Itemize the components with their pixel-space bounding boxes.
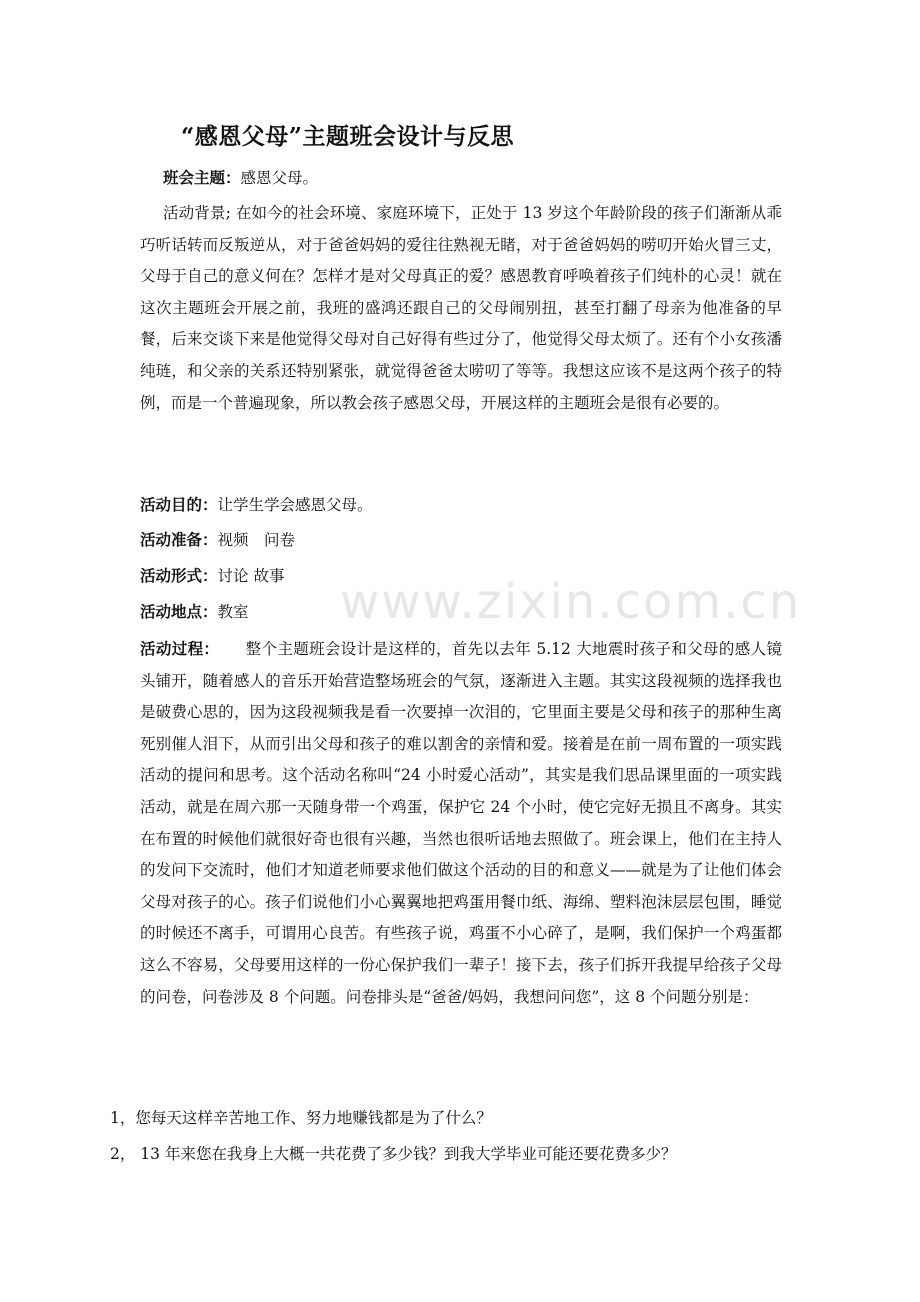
watermark-text: www.zixin.com.cn <box>340 574 802 630</box>
question-item: 1，您每天这样辛苦地工作、努力地赚钱都是为了什么？ <box>110 1109 492 1127</box>
process-text: 整个主题班会设计是这样的，首先以去年 5.12 大地震时孩子和父母的感人镜头铺开，随着感人的音乐开始营造整场班会的气氛，逐渐进入主题。其实这段视频的选择我也是破费心思的，因为这段视频我是看一次要掉一次泪的，它里面主要是父母和孩子的那种生离死别催人泪下，从而引出父母和孩子的难以割舍的亲情和爱。接着是在前一周布置的一项实践活动的提问和思考。这个活动名称叫“24 小时爱心活动”，其实是我们思品课里面的一项实践活动，就是在周六那一天随身带一个鸡蛋，保护它 24 个小时，使它完好无损且不离身。其实在布置的时候他们就很好奇也很有兴趣，当然也很听话地去照做了。班会课上，他们在主持人的发问下交流时，他们才知道老师要求他们做这个活动的目的和意义——就是为了让他们体会父母对孩子的心。孩子们说他们小心翼翼地把鸡蛋用餐巾纸、海绵、塑料泡沫层层包围，睡觉的时候还不离手，可谓用心良苦。有些孩子说，鸡蛋不小心碎了，是啊，我们保护一个鸡蛋都这么不容易，父母要用这样的一份心保护我们一辈子！接下去，孩子们拆开我提早给孩子父母的问卷，问卷涉及 8 个问题。问卷排头是“爸爸/妈妈，我想问问您”，这 8 个问题分别是： <box>140 640 782 1006</box>
question-item: 2， 13 年来您在我身上大概一共花费了多少钱？到我大学毕业可能还要花费多少？ <box>110 1145 677 1163</box>
preparation-value: 视频 问卷 <box>217 531 296 549</box>
theme-label: 班会主题： <box>163 168 241 187</box>
location-line <box>140 600 249 624</box>
process-label: 活动过程： <box>140 639 220 658</box>
form-value: 讨论 故事 <box>217 567 285 585</box>
purpose-label: 活动目的： <box>140 495 218 514</box>
theme-value: 感恩父母。 <box>240 169 319 187</box>
location-label: 活动地点： <box>140 602 218 621</box>
preparation-line <box>140 528 295 552</box>
document-title: “感恩父母”主题班会设计与反思 <box>181 123 514 150</box>
purpose-value: 让学生学会感恩父母。 <box>217 496 373 514</box>
theme-line <box>163 166 318 190</box>
form-label: 活动形式： <box>140 566 218 585</box>
purpose-line <box>140 493 373 517</box>
location-value: 教室 <box>217 603 249 621</box>
process-paragraph <box>140 633 782 1013</box>
form-line <box>140 564 284 588</box>
background-paragraph: 活动背景; 在如今的社会环境、家庭环境下，正处于 13 岁这个年龄阶段的孩子们渐渐从乖巧听话转而反叛逆从，对于爸爸妈妈的爱往往熟视无睹，对于爸爸妈妈的唠叨开始火冒三丈，父母于自己的意义何在？怎样才是对父母真正的爱？感恩教育呼唤着孩子们纯朴的心灵！就在这次主题班会开展之前，我班的盛鸿还跟自己的父母闹别扭，甚至打翻了母亲为他准备的早餐，后来交谈下来是他觉得父母对自己好得有些过分了，他觉得父母太烦了。还有个小女孩潘纯琏，和父亲的关系还特别紧张，就觉得爸爸太唠叨了等等。我想这应该不是这两个孩子的特例，而是一个普遍现象，所以教会孩子感恩父母，开展这样的主题班会是很有必要的。 <box>140 204 782 412</box>
preparation-label: 活动准备： <box>140 530 218 549</box>
